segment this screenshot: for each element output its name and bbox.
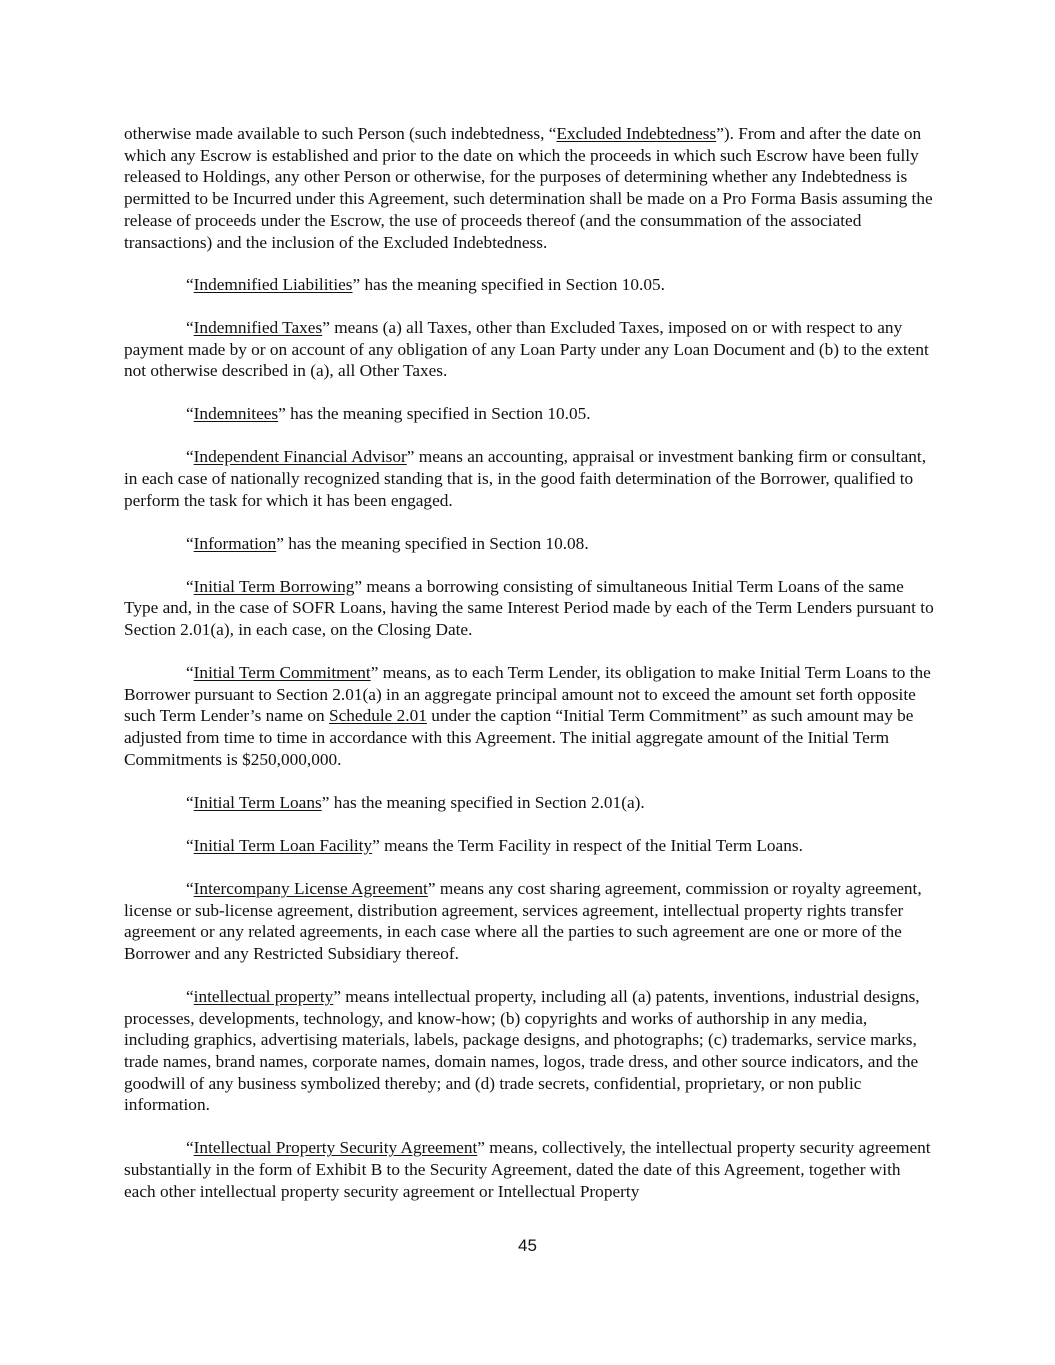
definition-text: ” means, as to each Term Lender, its obligation to make Initial Term Loans to the Borrower pursuant to Section 2.01(a) in an aggregate principal amount not to exceed the amount set forth opposite such Term Lender’s name on <box>124 663 931 726</box>
definition-text: ” has the meaning specified in Section 10.05. <box>352 274 665 294</box>
definition-intellectual-property: “intellectual property” means intellectual property, including all (a) patents, inventions, industrial designs, processes, developments, technology, and know-how; (b) copyrights and works of authorship in any media, including graphics, advertising materials, labels, package designs, and photographs; (c) trademarks, service marks, trade names, brand names, corporate names, domain names, logos, trade dress, and other source indicators, and the goodwill of any business symbolized thereby; and (d) trade secrets, confidential, proprietary, or non public information. <box>124 986 920 1115</box>
definition-text: ” means a borrowing consisting of simultaneous Initial Term Loans of the same Type and, in the case of SOFR Loans, having the same Interest Period made by each of the Term Lenders pursuant to Section 2.01(a), in each case, on the Closing Date. <box>124 576 934 640</box>
continuation-text-before: otherwise made available to such Person (such indebtedness, “ <box>124 124 557 143</box>
defined-term: Information <box>193 533 277 553</box>
definition-text: ” means an accounting, appraisal or investment banking firm or consultant, in each case of nationally recognized standing that is, in the good faith determination of the Borrower, qualified to perform the task for which it has been engaged. <box>124 447 927 510</box>
definition-text: ” has the meaning specified in Section 10.08. <box>276 533 589 553</box>
continuation-text-after: ”). From and after the date on which any Escrow is established and prior to the date on which the proceeds in which such Escrow have been fully released to Holdings, any other Person or otherwise, for the purposes of determining whether any Indebtedness is permitted to be Incurred under this Agreement, such determination shall be made on a Pro Forma Basis assuming the release of proceeds under the Escrow, the use of proceeds thereof (and the consummation of the associated transactions) and the inclusion of the Excluded Indebtedness. <box>124 124 933 252</box>
definition-text: ” has the meaning specified in Section 10.05. <box>278 404 591 424</box>
definition-initial-term-borrowing: “Initial Term Borrowing” means a borrowing consisting of simultaneous Initial Term Loans of the same Type and, in the case of SOFR Loans, having the same Interest Period made by each of the Term Lenders pursuant to Section 2.01(a), in each case, on the Closing Date. <box>124 576 934 640</box>
document-page <box>124 123 936 1224</box>
defined-term: Initial Term Loans <box>193 792 322 812</box>
defined-term: Initial Term Loan Facility <box>193 835 373 855</box>
defined-term: Initial Term Borrowing <box>193 576 355 596</box>
definition-initial-term-commitment: “Initial Term Commitment” means, as to each Term Lender, its obligation to make Initial Term Loans to the Borrower pursuant to Section 2.01(a) in an aggregate principal amount not to exceed the amount set forth opposite such Term Lender’s name on Schedule 2.01 under the caption “Initial Term Commitment” as such amount may be adjusted from time to time in accordance with this Agreement. The initial aggregate amount of the Initial Term Commitments is $250,000,000. <box>124 663 931 769</box>
definition-initial-term-loans: “Initial Term Loans” has the meaning specified in Section 2.01(a). <box>186 792 645 812</box>
defined-term: Excluded Indebtedness <box>556 124 717 143</box>
definition-text: ” has the meaning specified in Section 2.01(a). <box>321 792 645 812</box>
defined-term: Initial Term Commitment <box>193 663 371 683</box>
definition-intercompany-license-agreement: “Intercompany License Agreement” means any cost sharing agreement, commission or royalty agreement, license or sub-license agreement, distribution agreement, services agreement, intellectual property rights transfer agreement or any related agreements, in each case where all the parties to such agreement are one or more of the Borrower and any Restricted Subsidiary thereof. <box>124 878 922 963</box>
defined-term: Intercompany License Agreement <box>193 878 428 898</box>
defined-term: Independent Financial Advisor <box>193 447 407 467</box>
definition-indemnitees: “Indemnitees” has the meaning specified in Section 10.05. <box>186 404 591 424</box>
definition-text: ” means, collectively, the intellectual property security agreement substantially in the form of Exhibit B to the Security Agreement, dated the date of this Agreement, together with each other intellectual property security agreement or Intellectual Property <box>124 1138 931 1201</box>
definition-text-tail: under the caption “Initial Term Commitment” as such amount may be adjusted from time to time in accordance with this Agreement. The initial aggregate amount of the Initial Term Commitments is $250,000,000. <box>124 706 914 769</box>
definition-indemnified-taxes: “Indemnified Taxes” means (a) all Taxes, other than Excluded Taxes, imposed on or with respect to any payment made by or on account of any obligation of any Loan Party under any Loan Document and (b) to the extent not otherwise described in (a), all Other Taxes. <box>124 317 929 381</box>
definition-initial-term-loan-facility: “Initial Term Loan Facility” means the Term Facility in respect of the Initial Term Loans. <box>186 835 803 855</box>
defined-term: Indemnified Liabilities <box>193 274 353 294</box>
defined-term: Indemnified Taxes <box>193 317 323 337</box>
definition-text: ” means (a) all Taxes, other than Excluded Taxes, imposed on or with respect to any payment made by or on account of any obligation of any Loan Party under any Loan Document and (b) to the extent not otherwise described in (a), all Other Taxes. <box>124 317 929 381</box>
definition-indemnified-liabilities: “Indemnified Liabilities” has the meaning specified in Section 10.05. <box>186 274 665 294</box>
defined-term: Intellectual Property Security Agreement <box>193 1138 478 1158</box>
defined-term: intellectual property <box>193 986 334 1006</box>
definition-independent-financial-advisor: “Independent Financial Advisor” means an accounting, appraisal or investment banking firm or consultant, in each case of nationally recognized standing that is, in the good faith determination of the Borrower, qualified to perform the task for which it has been engaged. <box>124 447 927 510</box>
definition-intellectual-property-security-agreement: “Intellectual Property Security Agreement” means, collectively, the intellectual property security agreement substantially in the form of Exhibit B to the Security Agreement, dated the date of this Agreement, together with each other intellectual property security agreement or Intellectual Property <box>124 1138 931 1201</box>
page-number: 45 <box>518 1236 537 1255</box>
definition-text: ” means intellectual property, including all (a) patents, inventions, industrial designs, processes, developments, technology, and know-how; (b) copyrights and works of authorship in any media, including graphics, advertising materials, labels, package designs, and photographs; (c) trademarks, service marks, trade names, brand names, corporate names, domain names, logos, trade dress, and other source indicators, and the goodwill of any business symbolized thereby; and (d) trade secrets, confidential, proprietary, or non public information. <box>124 986 920 1115</box>
continuation-paragraph <box>124 123 936 253</box>
schedule-reference: Schedule 2.01 <box>329 706 427 726</box>
definition-text: ” means the Term Facility in respect of the Initial Term Loans. <box>372 835 803 855</box>
defined-term: Indemnitees <box>193 404 279 424</box>
definition-information: “Information” has the meaning specified in Section 10.08. <box>186 533 589 553</box>
definition-text: ” means any cost sharing agreement, commission or royalty agreement, license or sub-license agreement, distribution agreement, services agreement, intellectual property rights transfer agreement or any related agreements, in each case where all the parties to such agreement are one or more of the Borrower and any Restricted Subsidiary thereof. <box>124 878 922 963</box>
